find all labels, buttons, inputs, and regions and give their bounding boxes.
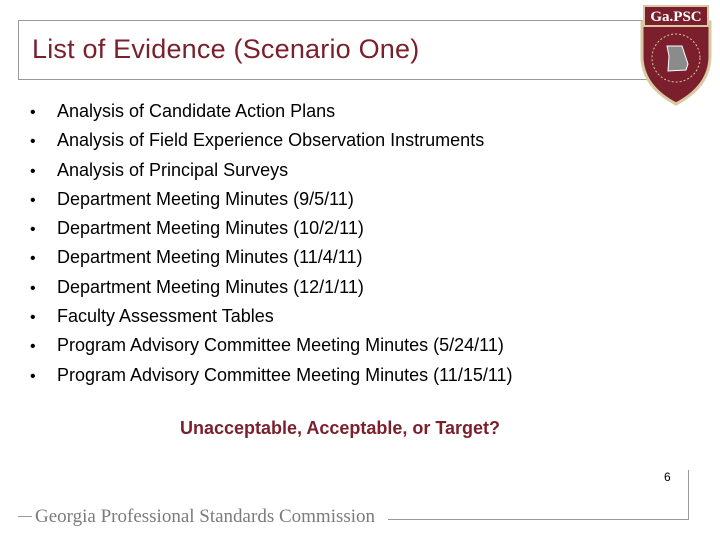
- list-item: [30, 273, 513, 302]
- bullet: •: [30, 104, 36, 121]
- footer-divider: [688, 470, 689, 520]
- rating-question: Unacceptable, Acceptable, or Target?: [179, 418, 501, 438]
- list-item-text: Analysis of Candidate Action Plans: [57, 101, 336, 121]
- list-item: [30, 126, 513, 155]
- bullet: •: [30, 133, 36, 151]
- list-item-text: Analysis of Field Experience Observation Instruments: [57, 130, 485, 151]
- page-number: 6: [664, 470, 671, 484]
- bullet: •: [30, 162, 36, 180]
- list-item-text: Department Meeting Minutes (10/2/11): [57, 218, 364, 239]
- footer-rule-left: [18, 516, 32, 517]
- gapsc-shield-logo-icon: [638, 4, 714, 106]
- list-item-text: Program Advisory Committee Meeting Minutes (5/24/11): [57, 335, 504, 356]
- list-item: [30, 97, 513, 126]
- bullet: •: [30, 309, 36, 327]
- bullet: •: [30, 279, 36, 297]
- list-item: [30, 185, 513, 214]
- bullet: •: [30, 191, 36, 209]
- list-item-text: Department Meeting Minutes (12/1/11): [57, 276, 364, 297]
- bullet: •: [30, 221, 36, 239]
- list-item-text: Program Advisory Committee Meeting Minutes (11/15/11): [57, 364, 513, 385]
- list-item: [30, 302, 513, 331]
- footer-organization: Georgia Professional Standards Commission: [35, 506, 376, 527]
- list-item-text: Department Meeting Minutes (9/5/11): [57, 188, 354, 209]
- list-item: [30, 243, 513, 272]
- slide-title: List of Evidence (Scenario One): [32, 34, 420, 64]
- list-item-text: Analysis of Principal Surveys: [57, 159, 289, 180]
- list-item: [30, 214, 513, 243]
- bullet: •: [30, 338, 36, 356]
- list-item-text: Faculty Assessment Tables: [57, 306, 274, 327]
- list-item-text: Department Meeting Minutes (11/4/11): [57, 247, 363, 268]
- footer-rule-right: [388, 519, 688, 520]
- list-item: [30, 361, 513, 390]
- list-item: [30, 156, 513, 185]
- list-item: [30, 331, 513, 360]
- logo-text: Ga.PSC: [650, 9, 702, 25]
- evidence-list: [30, 97, 513, 390]
- bullet: •: [30, 367, 36, 385]
- bullet: •: [30, 250, 36, 268]
